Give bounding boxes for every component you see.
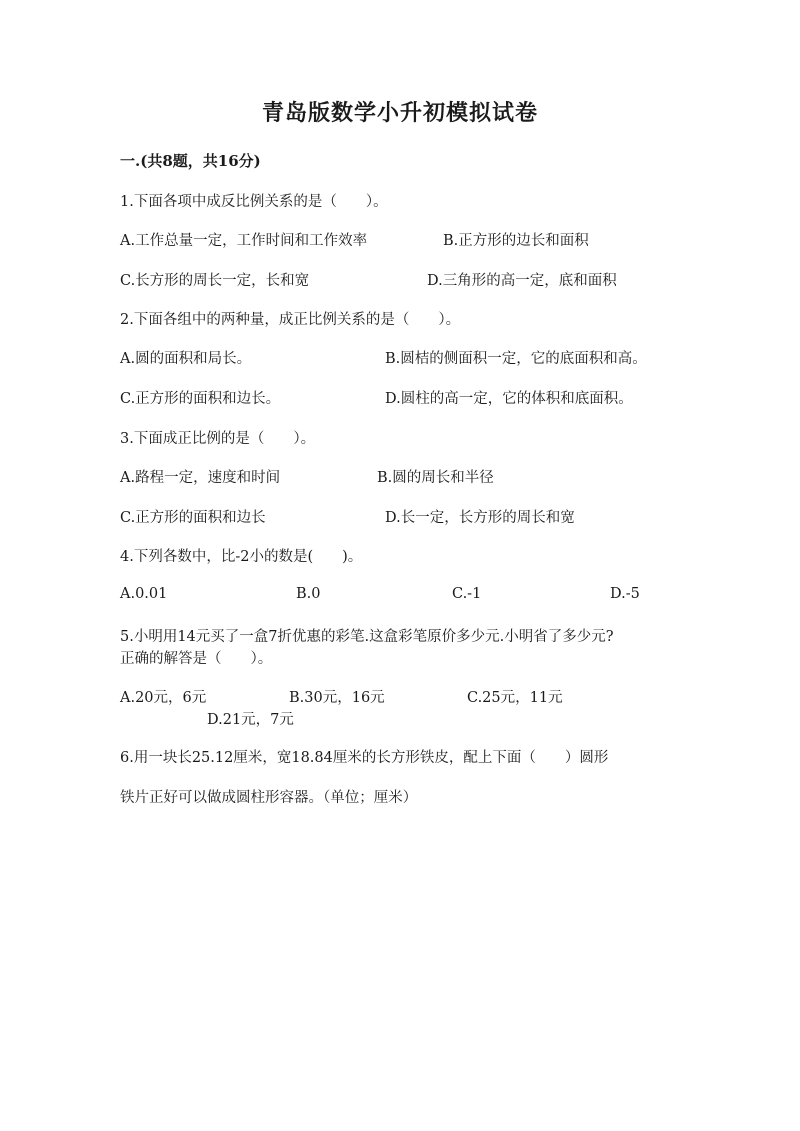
section-heading: 一.(共8题，共16分) bbox=[120, 152, 261, 170]
question-4-option-a: A.0.01 bbox=[120, 586, 168, 602]
question-6-stem-line-1: 6.用一块长25.12厘米，宽18.84厘米的长方形铁皮，配上下面（ ）圆形 bbox=[120, 750, 609, 766]
question-5-option-d: D.21元，7元 bbox=[207, 712, 294, 728]
question-4-stem: 4.下列各数中，比-2小的数是( )。 bbox=[120, 549, 363, 565]
question-6-stem-line-2: 铁片正好可以做成圆柱形容器。（单位；厘米） bbox=[120, 790, 418, 806]
question-2-option-c: C.正方形的面积和边长。 bbox=[120, 391, 281, 407]
question-1-stem: 1.下面各项中成反比例关系的是（ ）。 bbox=[120, 194, 388, 210]
question-2-stem: 2.下面各组中的两种量，成正比例关系的是（ ）。 bbox=[120, 312, 461, 328]
question-5-option-c: C.25元，11元 bbox=[467, 690, 563, 706]
question-3-option-d: D.长一定，长方形的周长和宽 bbox=[385, 510, 575, 526]
question-2-option-b: B.圆桔的侧面积一定，它的底面积和高。 bbox=[385, 351, 647, 367]
question-5-stem-line-2: 正确的解答是（ ）。 bbox=[120, 651, 273, 667]
question-1-option-a: A.工作总量一定，工作时间和工作效率 bbox=[120, 233, 368, 249]
question-3-option-a: A.路程一定，速度和时间 bbox=[120, 470, 281, 486]
page-title: 青岛版数学小升初模拟试卷 bbox=[261, 100, 538, 126]
question-1-option-b: B.正方形的边长和面积 bbox=[443, 233, 589, 249]
question-1-option-d: D.三角形的高一定，底和面积 bbox=[427, 273, 617, 289]
question-5-option-a: A.20元，6元 bbox=[120, 690, 207, 706]
question-3-option-c: C.正方形的面积和边长 bbox=[120, 510, 266, 526]
question-2-option-d: D.圆柱的高一定，它的体积和底面积。 bbox=[385, 391, 633, 407]
question-4-option-b: B.0 bbox=[296, 586, 321, 602]
question-4-option-c: C.-1 bbox=[452, 586, 482, 602]
question-3-option-b: B.圆的周长和半径 bbox=[377, 470, 494, 486]
question-5-stem-line-1: 5.小明用14元买了一盒7折优惠的彩笔.这盒彩笔原价多少元.小明省了多少元? bbox=[120, 629, 614, 645]
question-5-option-b: B.30元，16元 bbox=[289, 690, 385, 706]
question-3-stem: 3.下面成正比例的是（ ）。 bbox=[120, 431, 316, 447]
question-1-option-c: C.长方形的周长一定，长和宽 bbox=[120, 273, 310, 289]
question-4-option-d: D.-5 bbox=[610, 586, 640, 602]
question-2-option-a: A.圆的面积和局长。 bbox=[120, 351, 252, 367]
